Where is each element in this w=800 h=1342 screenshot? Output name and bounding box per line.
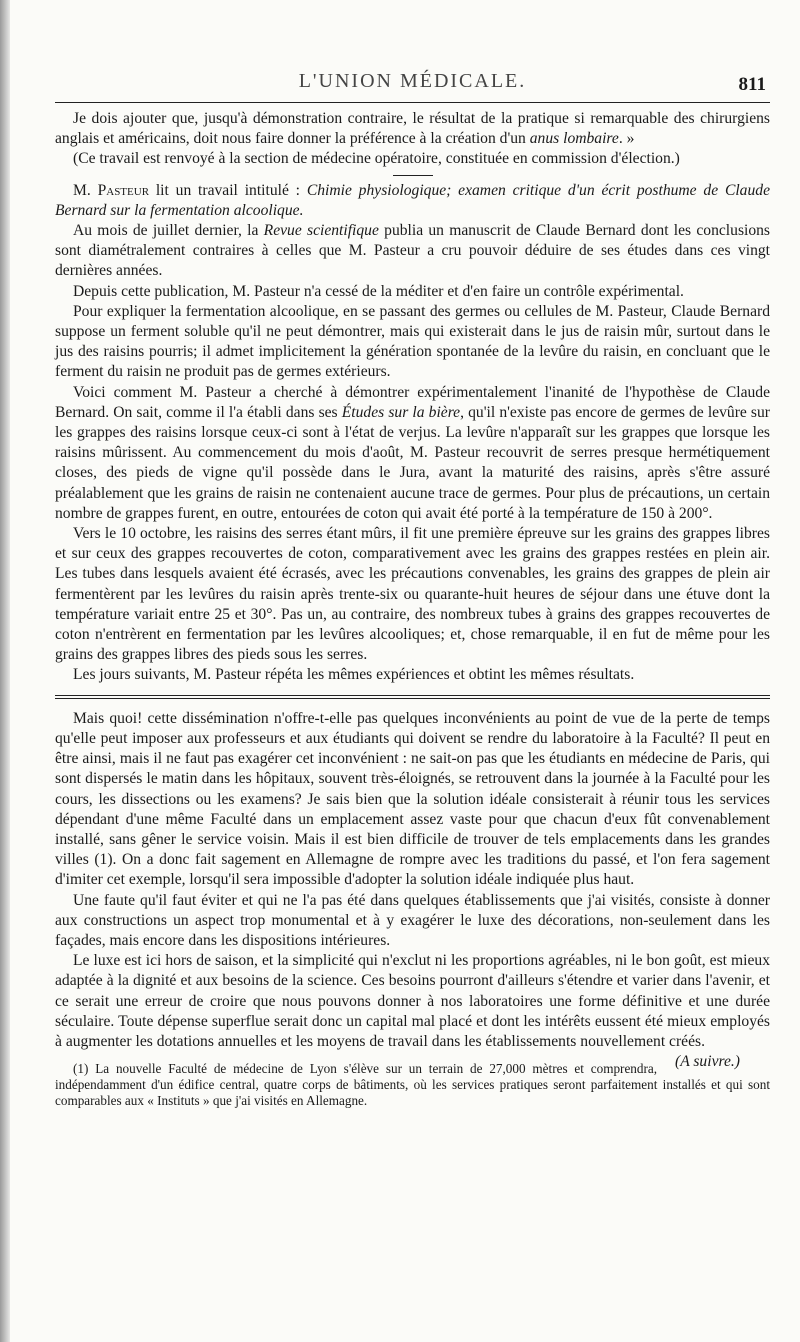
- to-be-continued: (A suivre.): [675, 1053, 740, 1071]
- page-header: [55, 62, 770, 102]
- lower-section: [55, 709, 770, 1071]
- page-number: 811: [738, 74, 766, 95]
- binding-edge: [0, 0, 10, 1342]
- paragraph: Au mois de juillet dernier, la Revue scientifique publia un manuscrit de Claude Bernard dont les conclusions sont diamétralement contraires à celles que M. Pasteur a cru pouvoir déduire de ses études dans ces vingt dernières années.: [55, 222, 771, 280]
- paragraph: Les jours suivants, M. Pasteur répéta les mêmes expériences et obtint les mêmes résultats.: [73, 666, 635, 684]
- author-name: M. Pasteur: [73, 181, 150, 199]
- feuilleton-divider: [55, 695, 770, 699]
- header-rule: [55, 102, 770, 103]
- section-divider: [393, 175, 433, 176]
- paragraph: Voici comment M. Pasteur a cherché à démontrer expérimentalement l'inanité de l'hypothèse de Claude Bernard. On sait, comme il l'a établi dans ses Études sur la bière, qu'il n'existe pas encore de germes de levûre sur les grappes des raisins lorsque ceux-ci sont à l'état de verjus. La levûre n'apparaît sur les grappes que lorsque les raisins mûrissent. Au commencement du mois d'août, M. Pasteur recouvrit de serres presque hermétiquement closes, des pieds de vigne qu'il possède dans le Jura, avant la maturité des raisins, après s'être assuré préalablement que les grains de raisin ne contenaient aucune trace de germes. Pour plus de précautions, un certain nombre de grappes furent, en outre, entourées de coton qui avait été porté à la température de 150 à 200°.: [55, 383, 770, 522]
- running-title: L'UNION MÉDICALE.: [298, 70, 527, 92]
- pasteur-section: [55, 181, 770, 686]
- paragraph: (Ce travail est renvoyé à la section de médecine opératoire, constituée en commission d'élection.): [73, 150, 680, 168]
- paragraph: Depuis cette publication, M. Pasteur n'a cessé de la méditer et d'en faire un contrôle expérimental.: [73, 282, 684, 300]
- paragraph: Vers le 10 octobre, les raisins des serres étant mûrs, il fit une première épreuve sur les grains des grappes libres et sur ceux des grappes recouvertes de coton, comparativement avec les grains des grappes restées en plein air. Les tubes dans lesquels avaient été écrasés, avec les précautions convenables, les grains des grappes de plein air fermentèrent par les levûres du raisin après trente-six ou quarante-huit heures de séjour dans une étuve dont la température variait entre 25 et 30°. Pas un, au contraire, des nombreux tubes à grains des grappes recouvertes de coton n'entrèrent en fermentation par les levûres alcooliques; et, chose remarquable, il en fut de même pour les grains des grappes libres des pieds sous les serres.: [55, 525, 770, 664]
- paragraph: M. Pasteur lit un travail intitulé : Chimie physiologique; examen critique d'un écrit posthume de Claude Bernard sur la fermentation alcoolique.: [55, 181, 770, 219]
- paragraph: Je dois ajouter que, jusqu'à démonstration contraire, le résultat de la pratique si remarquable des chirurgiens anglais et américains, doit nous faire donner la préférence à la création d'un anus lombaire. »: [55, 110, 770, 148]
- paragraph: Pour expliquer la fermentation alcoolique, en se passant des germes ou cellules de M. Pasteur, Claude Bernard suppose un ferment soluble qu'il ne peut démontrer, mais qui existerait dans le jus de raisin mûr, surtout dans le jus des raisins pourris; il admet implicitement la génération spontanée de la levûre du raisin, en concluant que le ferment du raisin ne produit pas de germes extérieurs.: [55, 302, 770, 381]
- top-section: [55, 109, 770, 170]
- paragraph: Le luxe est ici hors de saison, et la simplicité qui n'exclut ni les proportions agréables, ni le bon goût, est mieux adaptée à la dignité et aux besoins de la science. Ces besoins pourront d'ailleurs s'étendre et varier dans l'avenir, et ce serait une erreur de croire que nous pouvons donner à nos laboratoires une forme définitive et une durée séculaire. Toute dépense superflue serait donc un capital mal placé et dont les intérêts eussent été mieux employés à augmenter les dotations annuelles et les moyens de travail dans les établissements nouvellement créés. (A suivre.): [55, 951, 770, 1052]
- footnote-text: (1) La nouvelle Faculté de médecine de Lyon s'élève sur un terrain de 27,000 mètres et comprendra, indépendamment d'un édifice central, quatre corps de bâtiments, où les services pratiques seront parfaitement installés et qui sont comparables aux « Instituts » que j'ai visités en Allemagne.: [55, 1061, 770, 1109]
- paragraph: Une faute qu'il faut éviter et qui ne l'a pas été dans quelques établissements que j'ai visités, consiste à donner aux constructions un aspect trop monumental et à y exagérer le luxe des décorations, non-seulement dans les façades, mais encore dans les dispositions intérieures.: [55, 891, 770, 949]
- paragraph: Mais quoi! cette dissémination n'offre-t-elle pas quelques inconvénients au point de vue de la perte de temps qu'elle peut imposer aux professeurs et aux étudiants qui doivent se rendre du laboratoire à la Faculté? Il peut en être ainsi, mais il ne faut pas exagérer cet inconvénient : ne sait-on pas que les étudiants en médecine de Paris, qui sont dispersés le matin dans les hôpitaux, souvent très-éloignés, se retrouvent dans la journée à la Faculté pour les cours, les dissections ou les examens? Je sais bien que la solution idéale consisterait à réunir tous les services dépendant d'une même Faculté dans un emplacement assez vaste pour que chacun d'eux fût convenablement installé, sans gêner le service voisin. Mais il est bien difficile de trouver de tels emplacements dans les grandes villes (1). On a donc fait sagement en Allemagne de rompre avec les traditions du passé, et l'on fera sagement d'imiter cet exemple, lorsqu'il sera impossible d'adopter la solution idéale indiquée plus haut.: [55, 709, 770, 889]
